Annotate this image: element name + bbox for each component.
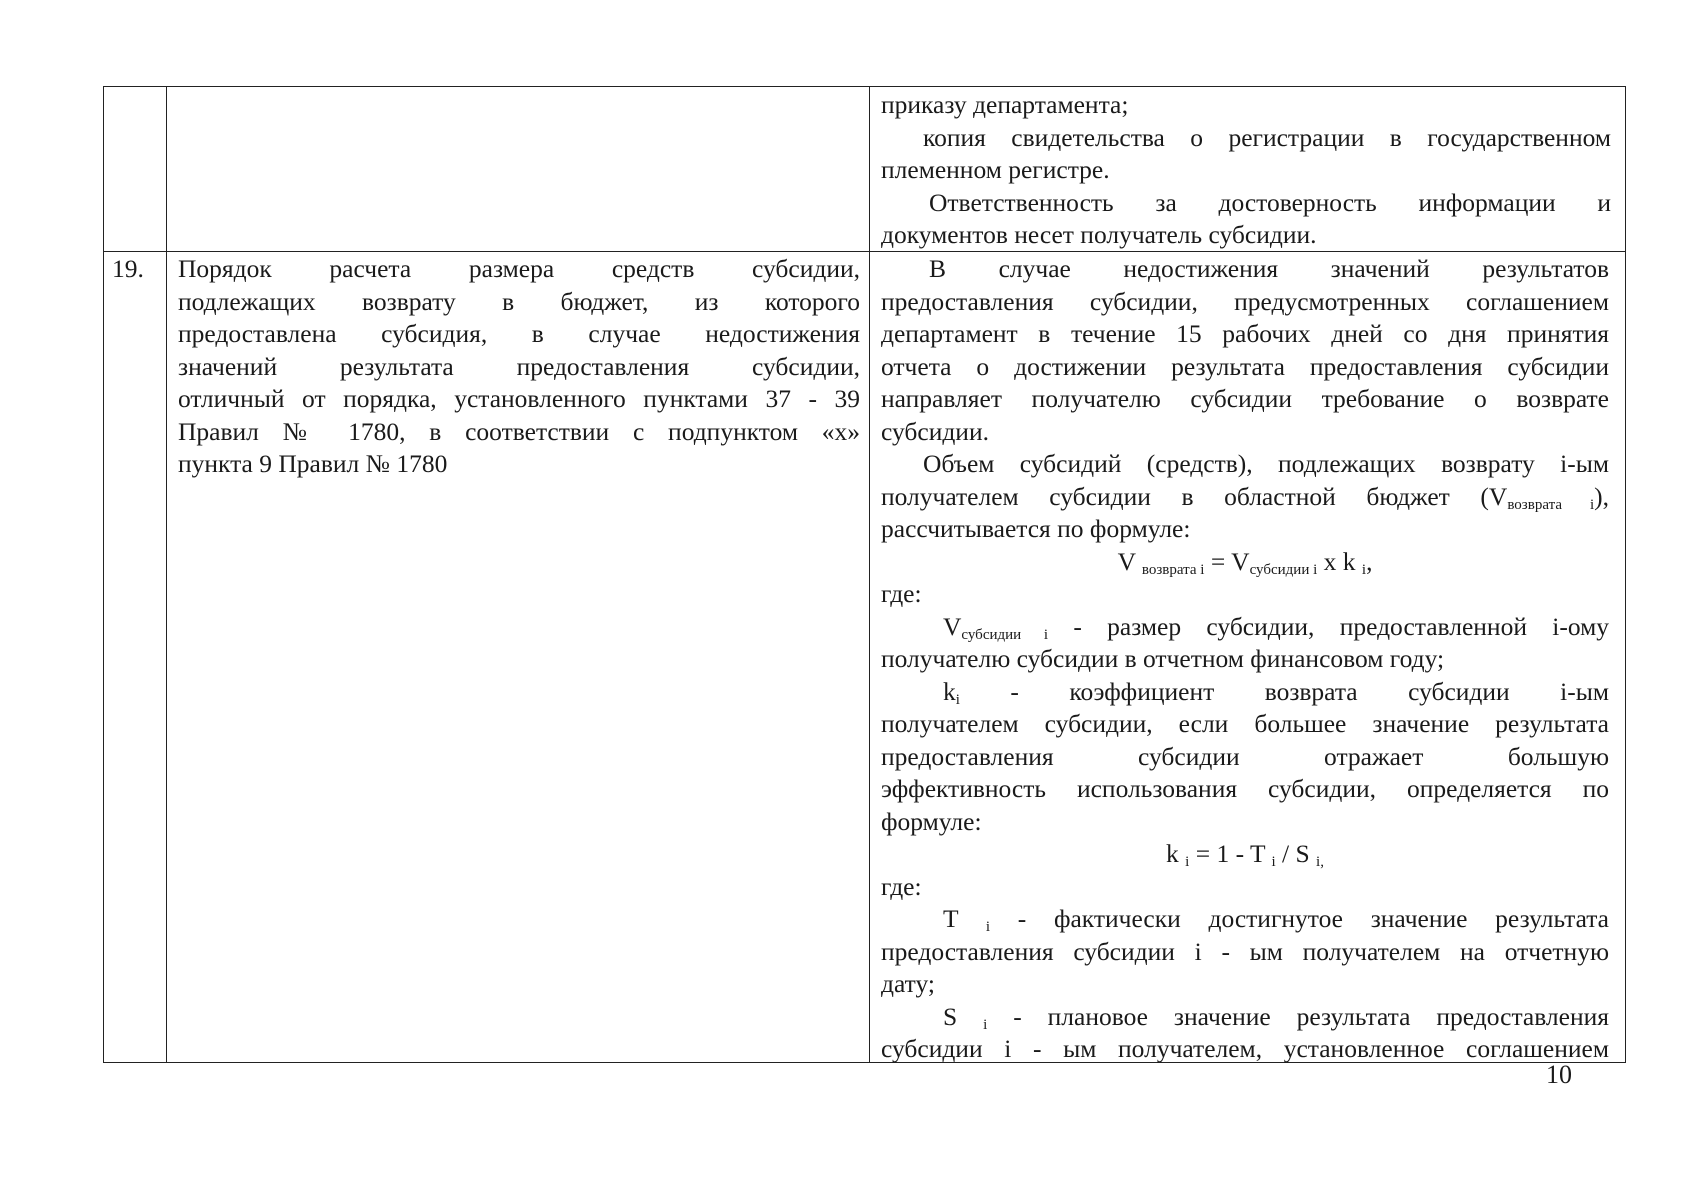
- text-line: Ответственность за достоверность информации и: [929, 187, 1611, 217]
- text-line: предоставления субсидии i - ым получателем на отчетную: [881, 936, 1609, 966]
- formula-part: = V: [1204, 546, 1250, 576]
- regulation-table: [103, 86, 1626, 1063]
- subscript: i: [985, 919, 991, 935]
- subscript: субсидии i: [961, 626, 1049, 643]
- definition-line: [881, 611, 1609, 644]
- text-line: подлежащих возврату в бюджет, из которого: [178, 286, 860, 316]
- text-line: Правил № 1780, в соответствии с подпунктом «х»: [178, 416, 860, 446]
- page-number: 10: [1546, 1060, 1572, 1089]
- text-line: эффективность использования субсидии, определяется по: [881, 774, 1609, 803]
- formula-part: ,: [1366, 546, 1373, 576]
- symbol: S: [943, 1001, 984, 1031]
- text-line: дату;: [881, 969, 935, 998]
- text-line: значений результата предоставления субсидии,: [178, 351, 860, 381]
- text-line: департамент в течение 15 рабочих дней со дня принятия: [881, 319, 1609, 348]
- symbol: k: [943, 676, 956, 706]
- text-line: направляет получателю субсидии требование о возврате: [881, 384, 1609, 413]
- text-fragment: получателем субсидии в областной бюджет (V: [881, 481, 1508, 511]
- subscript: возврата i: [1141, 561, 1205, 578]
- text-line: [881, 481, 1609, 514]
- formula: [881, 838, 1609, 871]
- text-line: субсидии i - ым получателем, установленное соглашением: [881, 1034, 1609, 1063]
- subscript: i: [1271, 854, 1276, 870]
- text-line: предоставления субсидии, предусмотренных соглашением: [881, 286, 1609, 316]
- formula-part: x k: [1317, 546, 1362, 576]
- text-line: где:: [881, 871, 922, 901]
- subscript: i: [1361, 561, 1367, 578]
- text-fragment: ),: [1594, 481, 1610, 511]
- text-line: племенном регистре.: [881, 155, 1110, 184]
- symbol: V: [943, 611, 962, 641]
- text-fragment: - плановое значение результата предоставления: [987, 1001, 1609, 1031]
- text-line: копия свидетельства о регистрации в государственном: [923, 122, 1611, 152]
- formula-part: V: [1117, 546, 1142, 576]
- table-cell-top-right: [881, 89, 1611, 252]
- text-line: документов несет получатель субсидии.: [881, 220, 1317, 249]
- symbol: T: [943, 904, 986, 933]
- text-line: рассчитывается по формуле:: [881, 514, 1191, 543]
- formula-part: / S: [1275, 839, 1317, 868]
- text-line: где:: [881, 579, 922, 608]
- text-line: приказу департамента;: [881, 90, 1129, 119]
- text-fragment: - размер субсидии, предоставленной i-ому: [1048, 611, 1610, 641]
- column-divider: [869, 87, 870, 1062]
- subscript: возврата i: [1507, 496, 1595, 513]
- subscript: субсидии i: [1249, 561, 1318, 578]
- text-line: В случае недостижения значений результатов: [929, 254, 1609, 283]
- text-line: Порядок расчета размера средств субсидии,: [178, 254, 860, 283]
- text-line: получателем субсидии, если большее значение результата: [881, 709, 1609, 738]
- text-line: предоставлена субсидия, в случае недостижения: [178, 319, 860, 348]
- table-cell-row19-description: [178, 253, 860, 481]
- text-line: отчета о достижении результата предоставления субсидии: [881, 351, 1609, 381]
- text-line: предоставления субсидии отражает большую: [881, 741, 1609, 771]
- column-divider: [166, 87, 167, 1062]
- formula: [881, 546, 1609, 579]
- formula-part: k: [1166, 839, 1186, 868]
- definition-line: [881, 1001, 1609, 1034]
- text-line: субсидии.: [881, 416, 989, 446]
- subscript: i: [955, 691, 960, 708]
- text-fragment: - коэффициент возврата субсидии i-ым: [959, 676, 1609, 706]
- definition-line: [881, 903, 1609, 936]
- text-line: отличный от порядка, установленного пунктами 37 - 39: [178, 384, 860, 413]
- row-number: 19.: [112, 254, 144, 283]
- subscript: i,: [1316, 854, 1324, 870]
- text-line: формуле:: [881, 806, 982, 836]
- text-line: пункта 9 Правил № 1780: [178, 449, 448, 478]
- subscript: i: [983, 1016, 988, 1033]
- text-line: Объем субсидий (средств), подлежащих возврату i-ым: [923, 449, 1609, 478]
- table-cell-row19-procedure: [881, 253, 1609, 1066]
- subscript: i: [1185, 854, 1190, 870]
- text-line: получателю субсидии в отчетном финансовом году;: [881, 644, 1445, 673]
- text-fragment: - фактически достигнутое значение результата: [990, 904, 1609, 933]
- formula-part: = 1 - T: [1189, 839, 1272, 868]
- definition-line: [881, 676, 1609, 709]
